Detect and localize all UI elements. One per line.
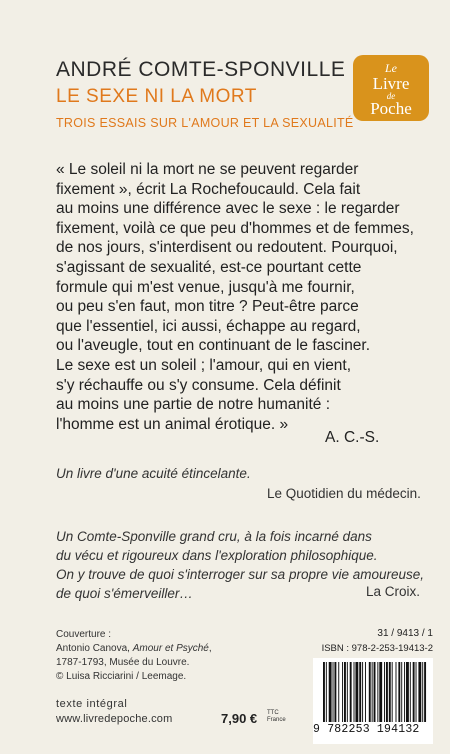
review-line: de quoi s'émerveiller… <box>56 586 193 601</box>
back-cover-quote <box>56 160 428 434</box>
quote-line: au moins une partie de notre humanité : <box>56 396 331 414</box>
quote-line: Le sexe est un soleil ; l'amour, qui en vient, <box>56 356 352 374</box>
credits-copyright: © Luisa Ricciarini / Leemage. <box>56 671 187 682</box>
quote-signature: A. C.-S. <box>325 429 380 446</box>
price-label: 7,90 € <box>221 711 258 726</box>
quote-line: formule qui m'est venue, jusqu'à me fournir, <box>56 278 355 296</box>
book-subtitle: TROIS ESSAIS SUR L'AMOUR ET LA SEXUALITÉ <box>56 116 354 130</box>
isbn-number: ISBN : 978-2-253-19413-2 <box>321 643 433 654</box>
price-country: France <box>267 717 286 723</box>
book-title: LE SEXE NI LA MORT <box>56 86 257 107</box>
review-line: On y trouve de quoi s'interroger sur sa propre vie amoureuse, <box>56 567 425 582</box>
credits-label: Couverture : <box>56 629 112 640</box>
quote-line: ou l'aveugle, tout en continuant de le fasciner. <box>56 337 371 355</box>
ean-number: 9 782253 194132 <box>313 723 420 736</box>
publisher-website: www.livredepoche.com <box>56 713 173 725</box>
credits-artwork-suffix: , <box>208 643 212 654</box>
quote-line: l'homme est un animal érotique. » <box>56 415 289 433</box>
review-source-2: La Croix. <box>366 584 421 599</box>
cover-credits <box>56 628 212 684</box>
texte-integral-label: texte intégral <box>56 698 128 710</box>
quote-line: s'agissant de sexualité, est-ce pourtant cette <box>56 258 362 276</box>
logo-line-2: Livre <box>372 74 410 93</box>
credits-dates: 1787-1793, Musée du Louvre. <box>56 657 190 668</box>
quote-line: fixement », écrit La Rochefoucauld. Cela fait <box>56 180 361 198</box>
logo-line-4: Poche <box>370 99 412 118</box>
review-source-1: Le Quotidien du médecin. <box>267 486 421 501</box>
publisher-logo <box>353 55 429 121</box>
credits-artist: Antonio Canova, <box>56 643 133 654</box>
quote-line: que l'essentiel, ici aussi, échappe au regard, <box>56 317 361 335</box>
logo-line-3: de <box>386 91 396 101</box>
quote-line: de nos jours, s'interdisent ou redoutent. Pourquoi, <box>56 239 398 257</box>
review-line: du vécu et rigoureux dans l'exploration philosophique. <box>56 548 378 563</box>
series-number: 31 / 9413 / 1 <box>377 628 433 639</box>
barcode-icon <box>323 662 427 722</box>
quote-line: « Le soleil ni la mort ne se peuvent regarder <box>56 161 359 178</box>
logo-line-1: Le <box>385 61 397 75</box>
credits-artist-line <box>56 642 212 656</box>
credits-artwork: Amour et Psyché <box>132 643 209 654</box>
author-name: ANDRÉ COMTE-SPONVILLE <box>56 58 346 81</box>
review-quote-1: Un livre d'une acuité étincelante. <box>56 466 251 481</box>
review-line: Un Comte-Sponville grand cru, à la fois incarné dans <box>56 529 372 544</box>
price-ttc: TTC <box>267 710 279 716</box>
quote-line: s'y réchauffe ou s'y consume. Cela définit <box>56 376 341 394</box>
price-tax-note <box>267 710 286 724</box>
barcode-block <box>307 628 433 746</box>
quote-line: fixement, voilà ce que peu d'hommes et de femmes, <box>56 219 414 237</box>
quote-line: au moins une différence avec le sexe : le regarder <box>56 200 400 218</box>
quote-line: ou peu s'en faut, mon titre ? Peut-être parce <box>56 298 359 316</box>
